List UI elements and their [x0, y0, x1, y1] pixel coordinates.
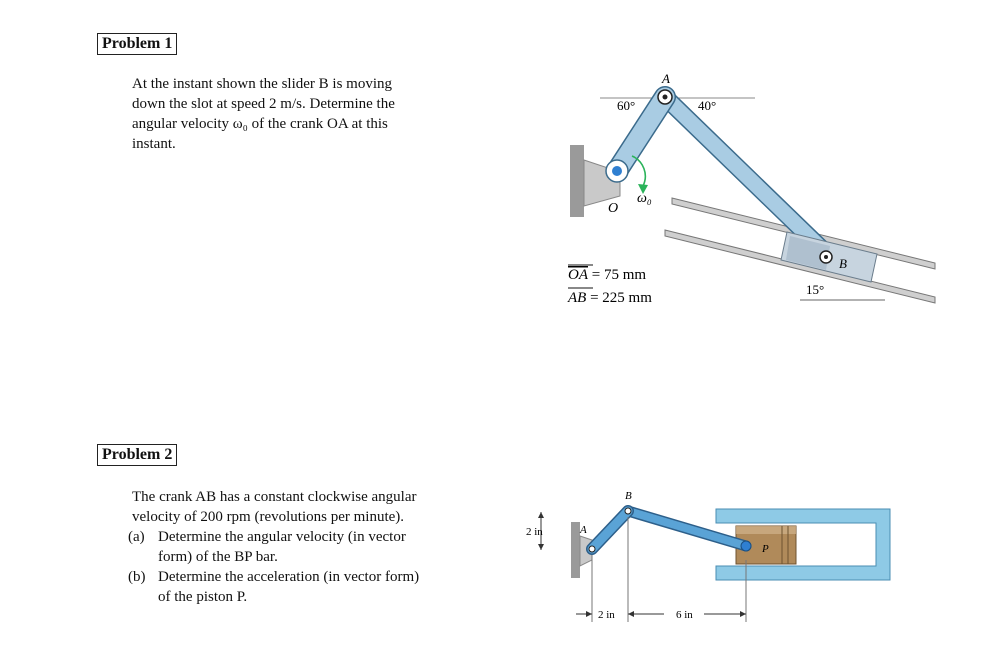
dim-bottom-right-label: 6 in — [676, 609, 693, 621]
pin-a-2 — [589, 546, 595, 552]
problem-2-intro-line: velocity of 200 rpm (revolutions per minute). — [132, 509, 405, 525]
dim-oa: OA = 75 mm — [568, 267, 647, 283]
dim-vertical-label: 2 in — [526, 526, 543, 538]
angle-40-label: 40° — [698, 98, 717, 113]
problem-1-line: instant. — [132, 136, 176, 152]
dim-vertical-arrow-bottom — [538, 544, 544, 550]
problem-1-line: angular velocity ω₀ of the crank OA at this — [132, 116, 388, 132]
dim-6in-right-arrowhead — [740, 611, 746, 617]
item-tag: (b) — [128, 569, 146, 585]
label-p: P — [762, 543, 769, 555]
slot-angle-label: 15° — [806, 282, 825, 297]
dim-ab: AB = 225 mm — [568, 290, 652, 306]
label-a: A — [662, 71, 670, 86]
problem-1-line: At the instant shown the slider B is moving — [132, 76, 392, 92]
item-line: of the piston P. — [158, 589, 248, 605]
dim-2in-arrowhead — [586, 611, 592, 617]
label-b: B — [839, 256, 847, 271]
label-a-2: A — [580, 524, 587, 536]
problem-2-intro-line: The crank AB has a constant clockwise angular — [132, 489, 417, 505]
label-o: O — [608, 201, 619, 216]
dim-vertical-arrow-top — [538, 512, 544, 518]
crank-ab — [592, 511, 628, 549]
item-tag: (a) — [128, 529, 145, 545]
problem-1-heading: Problem 1 — [97, 33, 177, 55]
label-omega: ω₀ — [637, 191, 652, 206]
problem-2-heading: Problem 2 — [97, 444, 177, 466]
angle-60-label: 60° — [617, 98, 636, 113]
item-line: Determine the angular velocity (in vector — [158, 529, 406, 545]
dim-bottom-left-label: 2 in — [598, 609, 615, 621]
item-line: form) of the BP bar. — [158, 549, 278, 565]
pin-p — [741, 541, 751, 551]
dim-6in-left-arrowhead — [628, 611, 634, 617]
pin-b-2 — [625, 508, 631, 514]
problem-1-line: down the slot at speed 2 m/s. Determine the — [132, 96, 395, 112]
item-line: Determine the acceleration (in vector form) — [158, 569, 420, 585]
label-b-2: B — [625, 490, 632, 502]
